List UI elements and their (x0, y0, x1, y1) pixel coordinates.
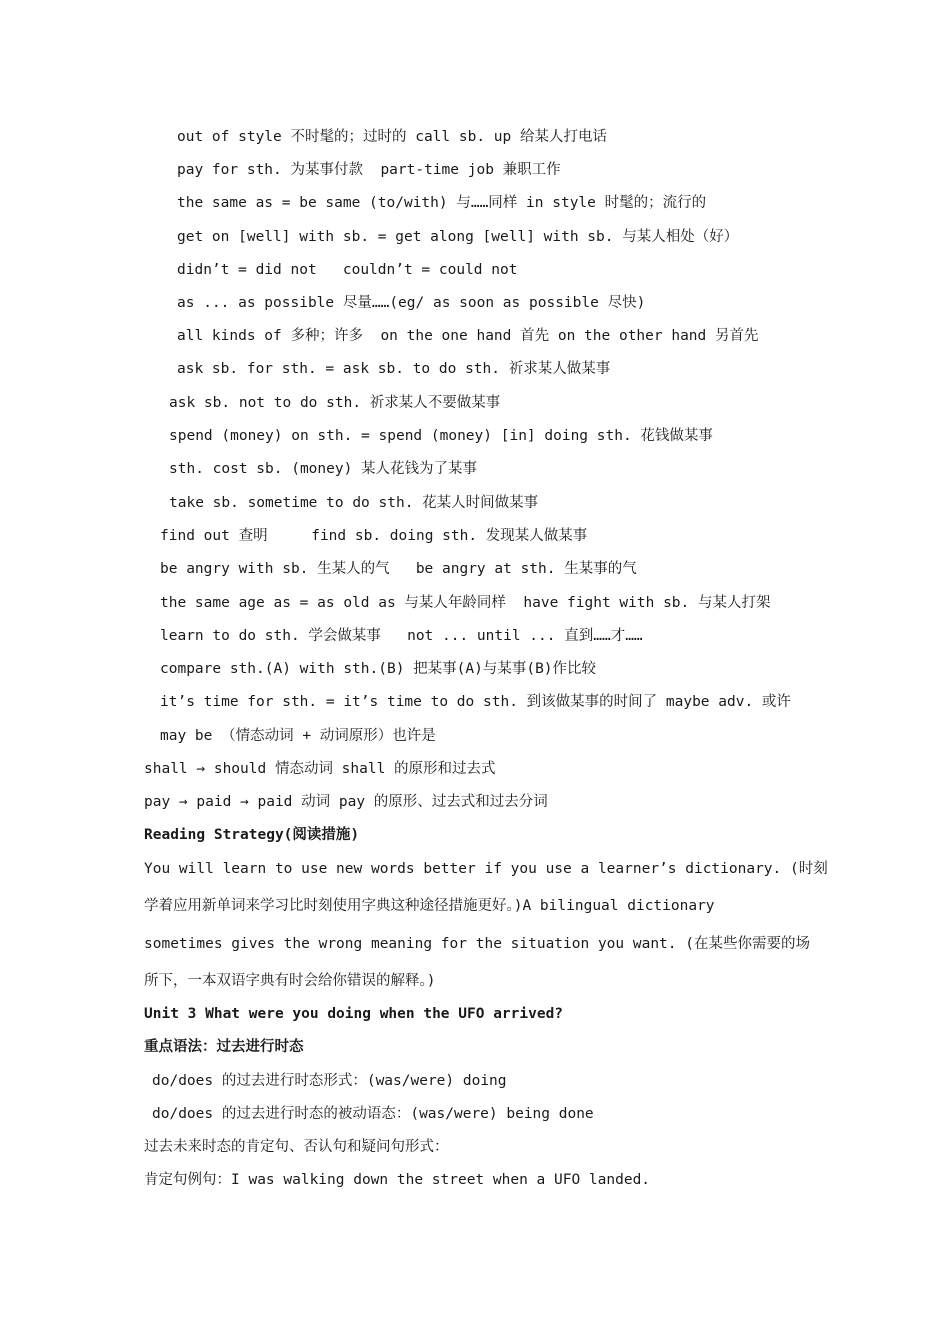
phrase-line: may be （情态动词 + 动词原形）也许是 (160, 728, 436, 744)
grammar-line: do/does 的过去进行时态形式：(was/were) doing (152, 1073, 507, 1089)
phrase-line: the same as = be same (to/with) 与……同样 in style 时髦的；流行的 (177, 195, 707, 211)
paragraph-line: sometimes gives the wrong meaning for the situation you want. (在某些你需要的场 (144, 936, 810, 952)
grammar-line: 过去未来时态的肯定句、否认句和疑问句形式： (144, 1139, 449, 1155)
phrase-line: ask sb. not to do sth. 祈求某人不要做某事 (169, 395, 501, 411)
phrase-line: find out 查明 find sb. doing sth. 发现某人做某事 (160, 528, 588, 544)
phrase-line: out of style 不时髦的；过时的 call sb. up 给某人打电话 (177, 129, 607, 145)
phrase-line: didn’t = did not couldn’t = could not (177, 262, 518, 278)
phrase-line: shall → should 情态动词 shall 的原形和过去式 (144, 761, 496, 777)
example-line: 肯定句例句：I was walking down the street when a UFO landed. (144, 1172, 651, 1188)
phrase-line: compare sth.(A) with sth.(B) 把某事(A)与某事(B)作比较 (160, 661, 597, 677)
phrase-line: get on [well] with sb. = get along [well] with sb. 与某人相处（好） (177, 229, 739, 245)
unit-heading: Unit 3 What were you doing when the UFO arrived? (144, 1006, 564, 1022)
phrase-line: be angry with sb. 生某人的气 be angry at sth. 生某事的气 (160, 561, 637, 577)
section-heading: Reading Strategy(阅读措施) (144, 827, 360, 843)
phrase-line: pay for sth. 为某事付款 part-time job 兼职工作 (177, 162, 561, 178)
paragraph-line: 所下，一本双语字典有时会给你错误的解释。) (144, 973, 436, 989)
phrase-line: ask sb. for sth. = ask sb. to do sth. 祈求某人做某事 (177, 361, 611, 377)
phrase-line: it’s time for sth. = it’s time to do sth. 到该做某事的时间了 maybe adv. 或许 (160, 694, 791, 710)
grammar-heading: 重点语法：过去进行时态 (144, 1039, 304, 1055)
phrase-line: learn to do sth. 学会做某事 not ... until ... 直到……才…… (160, 628, 643, 644)
phrase-line: pay → paid → paid 动词 pay 的原形、过去式和过去分词 (144, 794, 548, 810)
phrase-line: as ... as possible 尽量……(eg/ as soon as possible 尽快) (177, 295, 646, 311)
phrase-line: sth. cost sb. (money) 某人花钱为了某事 (169, 461, 478, 477)
phrase-line: all kinds of 多种；许多 on the one hand 首先 on the other hand 另首先 (177, 328, 759, 344)
grammar-line: do/does 的过去进行时态的被动语态：(was/were) being done (152, 1106, 594, 1122)
paragraph-line: 学着应用新单词来学习比时刻使用字典这种途径措施更好。)A bilingual dictionary (144, 898, 715, 914)
phrase-line: the same age as = as old as 与某人年龄同样 have fight with sb. 与某人打架 (160, 595, 771, 611)
paragraph-line: You will learn to use new words better if you use a learner’s dictionary. (时刻 (144, 861, 828, 877)
phrase-line: take sb. sometime to do sth. 花某人时间做某事 (169, 495, 539, 511)
phrase-line: spend (money) on sth. = spend (money) [in] doing sth. 花钱做某事 (169, 428, 713, 444)
